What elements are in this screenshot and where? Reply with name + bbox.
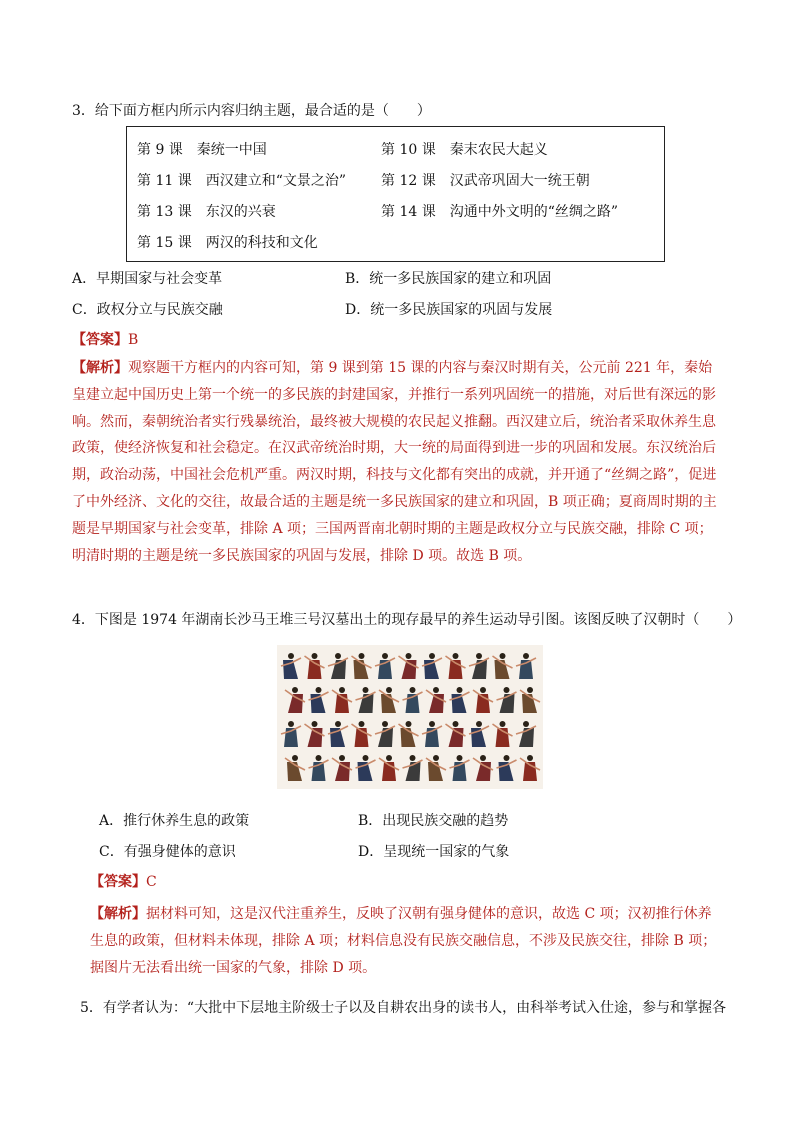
box-cell-5: 第 13 课 东汉的兴衰 [137,204,276,220]
q4-analysis-label: 【解析】 [90,906,146,922]
q4-answer [90,872,157,892]
q4-option-c: C．有强身健体的意识 [99,844,236,860]
q3-answer [72,330,138,350]
box-cell-2: 第 10 课 秦末农民大起义 [381,142,548,158]
q4-option-b: B．出现民族交融的趋势 [358,813,509,829]
box-cell-3: 第 11 课 西汉建立和“文景之治” [137,173,347,189]
q4-analysis [90,901,724,981]
daoyin-figure-image [277,645,543,789]
q3-answer-value: B [128,332,139,348]
q3-analysis-label: 【解析】 [72,360,128,376]
box-cell-6: 第 14 课 沟通中外文明的“丝绸之路” [381,204,619,220]
q5-stem: 5．有学者认为：“大批中下层地主阶级士子以及自耕农出身的读书人，由科举考试入仕途，参与和掌握各 [80,1000,727,1016]
q4-answer-value: C [146,874,157,890]
exercise-figures-illustration [277,645,543,789]
q3-analysis [72,355,724,569]
q3-option-a: A．早期国家与社会变革 [72,271,223,287]
q4-option-a: A．推行休养生息的政策 [99,813,250,829]
q3-analysis-text: 观察题干方框内的内容可知，第 9 课到第 15 课的内容与秦汉时期有关，公元前 221 年，秦始皇建立起中国历史上第一个统一的多民族的封建国家，并推行一系列巩固统一的措施，对后世有深远的影响。然而，秦朝统治者实行残暴统治，最终被大规模的农民起义推翻。西汉建立后，统治者采取休养生息政策，使经济恢复和社会稳定。在汉武帝统治时期，大一统的局面得到进一步的巩固和发展。东汉统治后期，政治动荡，中国社会危机严重。两汉时期，科技与文化都有突出的成就，并开通了“丝绸之路”，促进了中外经济、文化的交往，故最合适的主题是统一多民族国家的建立和巩固，B 项正确；夏商周时期的主题是早期国家与社会变革，排除 A 项；三国两晋南北朝时期的主题是政权分立与民族交融，排除 C 项；明清时期的主题是统一多民族国家的巩固与发展，排除 D 项。故选 B 项。 [72,360,717,564]
q3-lesson-box [126,126,665,262]
box-cell-4: 第 12 课 汉武帝巩固大一统王朝 [381,173,590,189]
q3-option-d: D．统一多民族国家的巩固与发展 [345,302,553,318]
q4-answer-label: 【答案】 [90,874,146,890]
q3-option-c: C．政权分立与民族交融 [72,302,223,318]
q4-analysis-text: 据材料可知，这是汉代注重养生，反映了汉朝有强身健体的意识，故选 C 项；汉初推行休养生息的政策，但材料未体现，排除 A 项；材料信息没有民族交融信息，不涉及民族交往，排除 B 项；据图片无法看出统一国家的气象，排除 D 项。 [90,906,717,976]
q4-stem: 4．下图是 1974 年湖南长沙马王堆三号汉墓出土的现存最早的养生运动导引图。该图反映了汉朝时（ ） [72,612,742,628]
q3-option-b: B．统一多民族国家的建立和巩固 [345,271,552,287]
box-cell-7: 第 15 课 两汉的科技和文化 [137,235,318,251]
box-cell-1: 第 9 课 秦统一中国 [137,142,267,158]
q3-stem: 3．给下面方框内所示内容归纳主题，最合适的是（ ） [72,103,431,119]
q4-option-d: D．呈现统一国家的气象 [358,844,510,860]
q3-answer-label: 【答案】 [72,332,128,348]
